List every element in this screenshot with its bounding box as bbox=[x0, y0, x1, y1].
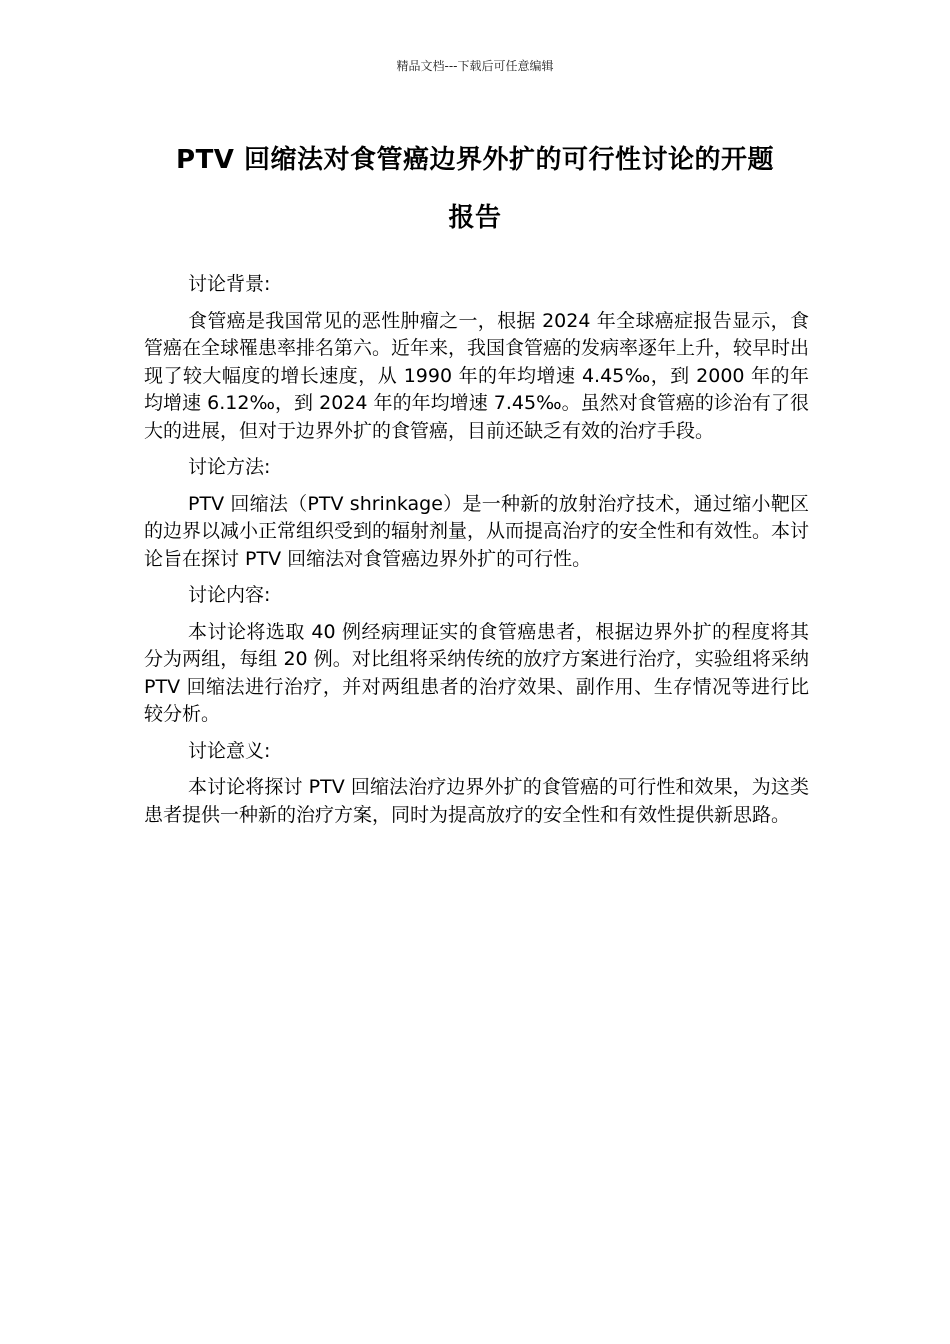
section-body-content: 本讨论将选取 40 例经病理证实的食管癌患者，根据边界外扩的程度将其分为两组，每组 20 例。对比组将采纳传统的放疗方案进行治疗，实验组将采纳 PTV 回缩法进行治疗，并对两组患者的治疗效果、副作用、生存情况等进行比较分析。 bbox=[144, 620, 809, 725]
section-heading-content: 讨论内容: bbox=[188, 584, 271, 606]
page-header: 精品文档---下载后可任意编辑 bbox=[396, 59, 554, 73]
section-body-background: 食管癌是我国常见的恶性肿瘤之一，根据 2024 年全球癌症报告显示，食管癌在全球罹患率排名第六。近年来，我国食管癌的发病率逐年上升，较早时出现了较大幅度的增长速度，从 1990 年的年均增速 4.45‰，到 2000 年的年均增速 6.12‰，到 2024 年的年均增速 7.45‰。虽然对食管癌的诊治有了很大的进展，但对于边界外扩的食管癌，目前还缺乏有效的治疗手段。 bbox=[144, 309, 810, 442]
title-line-1: PTV 回缩法对食管癌边界外扩的可行性讨论的开题 bbox=[176, 145, 774, 175]
section-heading-background: 讨论背景: bbox=[188, 273, 271, 295]
section-body-method: PTV 回缩法（PTV shrinkage）是一种新的放射治疗技术，通过缩小靶区的边界以减小正常组织受到的辐射剂量，从而提高治疗的安全性和有效性。本讨论旨在探讨 PTV 回缩法对食管癌边界外扩的可行性。 bbox=[144, 492, 810, 570]
title-line-2: 报告 bbox=[448, 203, 502, 233]
document-title bbox=[140, 131, 810, 247]
document-body bbox=[144, 271, 809, 838]
section-body-significance: 本讨论将探讨 PTV 回缩法治疗边界外扩的食管癌的可行性和效果，为这类患者提供一种新的治疗方案，同时为提高放疗的安全性和有效性提供新思路。 bbox=[144, 776, 809, 826]
section-heading-method: 讨论方法: bbox=[188, 456, 271, 478]
section-heading-significance: 讨论意义: bbox=[188, 739, 271, 762]
